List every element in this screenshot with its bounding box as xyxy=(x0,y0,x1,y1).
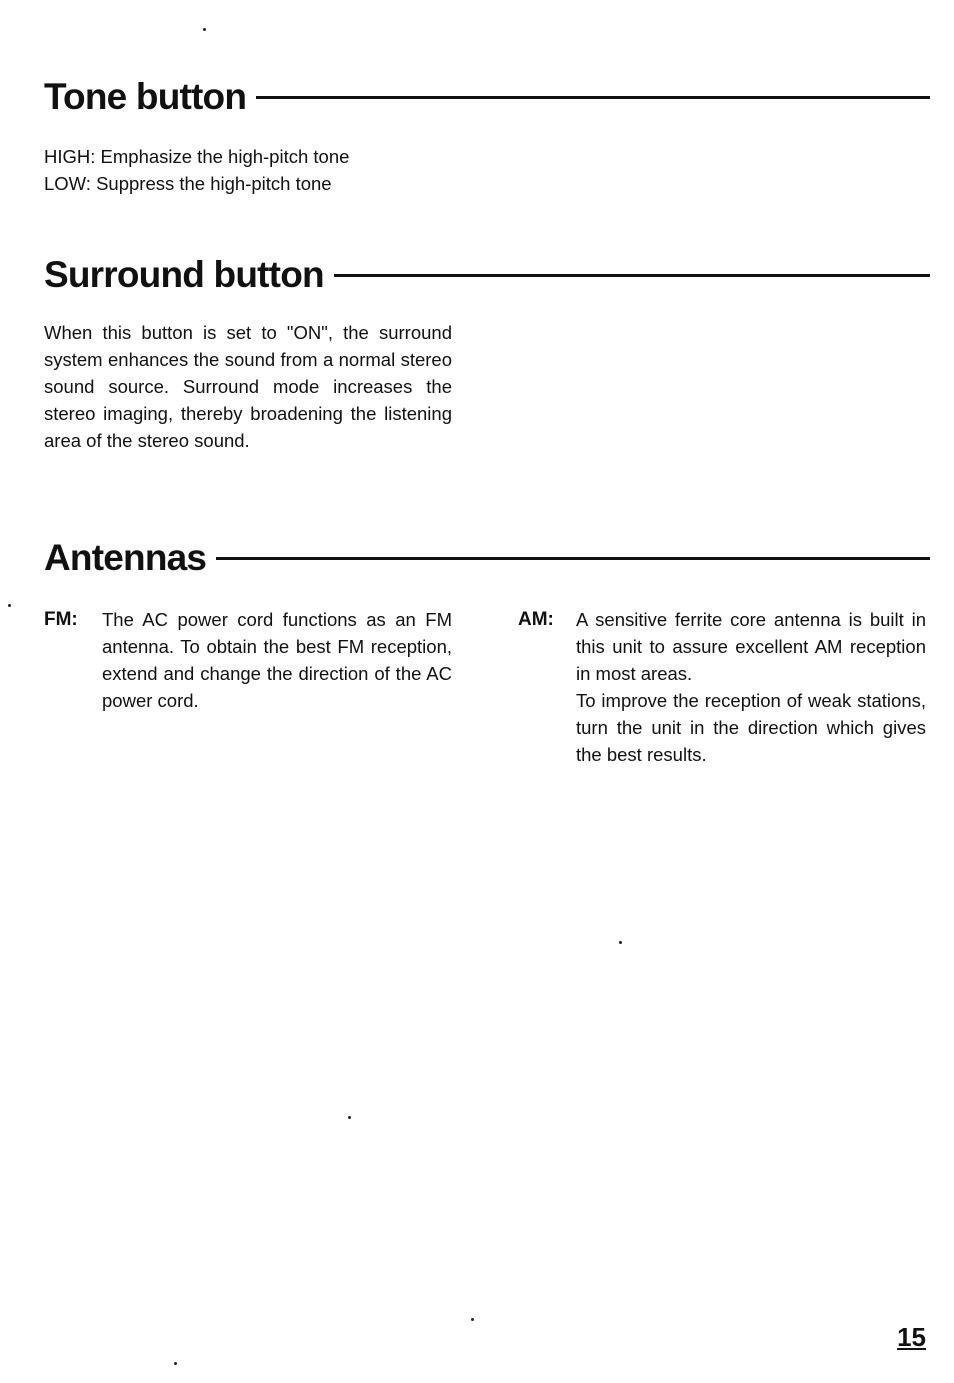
scan-speck xyxy=(8,604,11,607)
surround-button-title: Surround button xyxy=(44,254,324,295)
antennas-title: Antennas xyxy=(44,537,207,578)
scan-speck xyxy=(348,1116,351,1119)
tone-button-title: Tone button xyxy=(44,76,247,117)
heading-rule xyxy=(216,557,930,560)
heading-rule xyxy=(256,96,930,99)
tone-low-line: LOW: Suppress the high-pitch tone xyxy=(44,173,332,194)
page-number: 15 xyxy=(897,1322,926,1352)
am-text xyxy=(576,606,926,768)
fm-text xyxy=(102,606,452,714)
antennas-heading xyxy=(44,537,930,579)
scan-speck xyxy=(203,28,206,31)
fm-antenna-block xyxy=(44,606,452,714)
heading-rule xyxy=(334,274,930,277)
scan-speck xyxy=(174,1362,177,1365)
fm-paragraph: The AC power cord functions as an FM antenna. To obtain the best FM reception, extend and change the direction of the AC power cord. xyxy=(102,609,452,711)
scan-speck xyxy=(471,1318,474,1321)
surround-paragraph: When this button is set to "ON", the surround system enhances the sound from a normal stereo sound source. Surround mode increases the stereo imaging, thereby broadening the listening area of the stereo sound. xyxy=(44,322,452,451)
scan-speck xyxy=(619,941,622,944)
am-antenna-block xyxy=(518,606,926,768)
surround-button-heading xyxy=(44,254,930,296)
am-paragraph-1: A sensitive ferrite core antenna is built in this unit to assure excellent AM reception in most areas. xyxy=(576,609,926,684)
tone-high-line: HIGH: Emphasize the high-pitch tone xyxy=(44,146,350,167)
am-paragraph-2: To improve the reception of weak stations, turn the unit in the direction which gives the best results. xyxy=(576,690,926,765)
am-label: AM: xyxy=(518,609,554,630)
tone-button-heading xyxy=(44,76,930,118)
tone-button-description xyxy=(44,143,349,197)
fm-label: FM: xyxy=(44,609,78,630)
